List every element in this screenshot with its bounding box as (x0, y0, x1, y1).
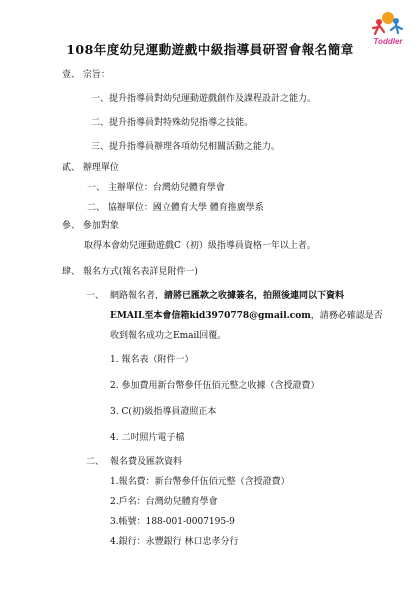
logo-sun (382, 12, 394, 24)
registration-text: ，請務必確認是否 (310, 311, 383, 321)
registration-email-instruction: EMAIL至本會信箱kid3970778@gmail.com (110, 311, 311, 321)
fee-heading: 報名費及匯款資料 (110, 457, 183, 467)
fee-item: 1.報名費：新台幣參仟伍佰元整（含授證費） (110, 477, 290, 487)
fee-item: 2.戶名：台灣幼兒體育學會 (110, 497, 218, 507)
section-2-item: 一、 主辦單位：台灣幼兒體育學會 (87, 183, 225, 193)
section-4-heading: 肆、 報名方式(報名表詳見附件一) (62, 267, 198, 277)
logo-figure-body-2 (391, 24, 402, 33)
section-1-item: 三、提升指導員辦理各項幼兒相關活動之能力。 (91, 142, 281, 152)
subsection-number: 二、 (86, 457, 105, 467)
required-document-item: 3. C(初)級指導員證照正本 (110, 407, 217, 417)
registration-text: 網路報名者， (110, 291, 165, 301)
online-registration-line-1 (110, 290, 344, 302)
required-document-item: 4. 二吋照片電子檔 (110, 433, 185, 443)
online-registration-line-3: 收到報名成功之Email回覆。 (110, 331, 227, 341)
document-title: 108年度幼兒運動遊戲中級指導員研習會報名簡章 (66, 42, 354, 57)
fee-item: 4.銀行：永豐銀行 林口忠孝分行 (110, 537, 239, 547)
section-2-heading: 貳、 辦理單位 (62, 163, 119, 173)
section-2-item: 二、 協辦單位：國立體育大學 體育推廣學系 (87, 203, 264, 213)
required-document-item: 1. 報名表（附件一） (110, 355, 194, 365)
online-registration-line-2 (110, 310, 383, 322)
subsection-number: 一、 (86, 291, 105, 301)
section-1-heading: 壹、 宗旨： (62, 70, 110, 80)
required-document-item: 2. 參加費用新台幣參仟伍佰元整之收據（含授證費） (110, 381, 320, 391)
section-1-item: 一、提升指導員對幼兒運動遊戲創作及課程設計之能力。 (91, 94, 317, 104)
logo-text: Toddler (373, 37, 403, 46)
registration-instruction: 請將已匯款之收據簽名，拍照後連同以下資料 (164, 291, 345, 301)
fee-item: 3.帳號：188-001-0007195-9 (110, 517, 235, 527)
section-3-body: 取得本會幼兒運動遊戲C（初）級指導員資格一年以上者。 (84, 241, 316, 251)
logo-figure-body (373, 25, 384, 34)
section-3-heading: 參、 參加對象 (62, 221, 119, 231)
section-1-item: 二、提升指導員對特殊幼兒指導之技能。 (91, 118, 254, 128)
